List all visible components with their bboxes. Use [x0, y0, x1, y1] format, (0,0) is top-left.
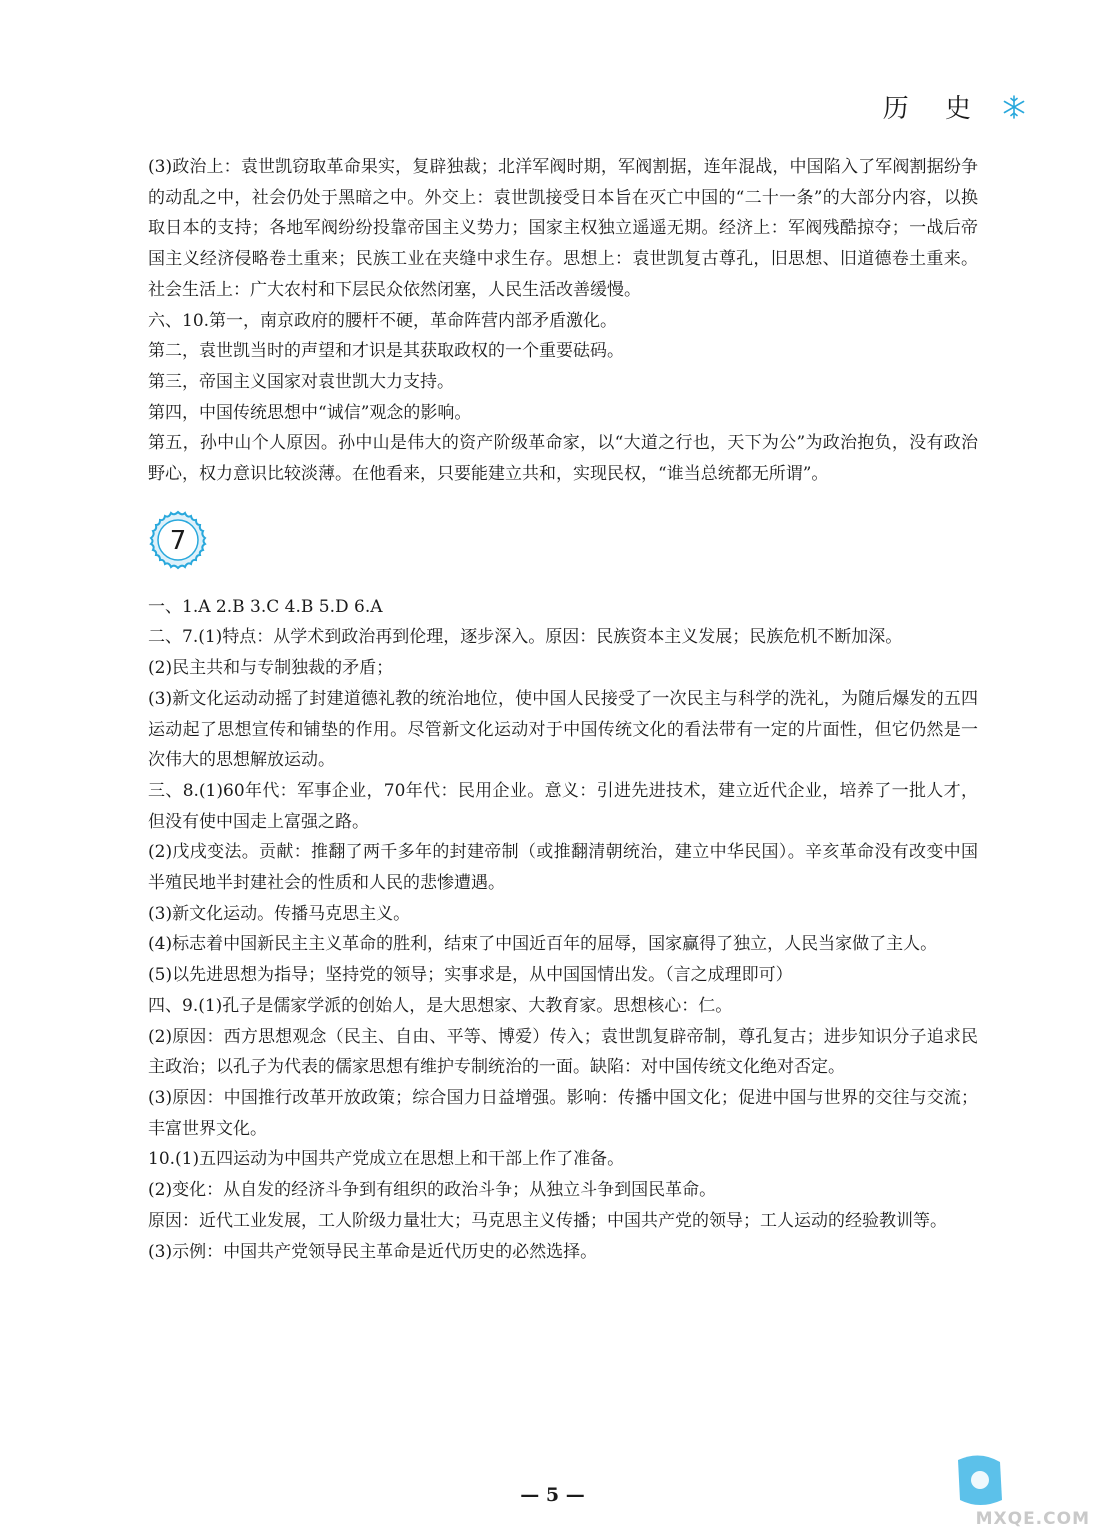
answer-content	[148, 152, 978, 1267]
section-part-a	[148, 152, 978, 490]
snowflake-icon	[1001, 94, 1027, 120]
scalloped-circle-icon	[148, 510, 208, 570]
answer-paragraph: 原因：近代工业发展，工人阶级力量壮大；马克思主义传播；中国共产党的领导；工人运动的经验教训等。	[148, 1210, 947, 1231]
answer-paragraph: 第五，孙中山个人原因。孙中山是伟大的资产阶级革命家，以“大道之行也，天下为公”为政治抱负，没有政治野心，权力意识比较淡薄。在他看来，只要能建立共和，实现民权，“谁当总统都无所谓”。	[148, 433, 978, 485]
section-part-b	[148, 592, 978, 1267]
answer-paragraph: 第四，中国传统思想中“诚信”观念的影响。	[148, 402, 472, 423]
unit-number: 7	[169, 525, 187, 556]
answer-paragraph: (5)以先进思想为指导；坚持党的领导；实事求是，从中国国情出发。（言之成理即可）	[148, 965, 793, 986]
answer-paragraph: 四、9.(1)孔子是儒家学派的创始人，是大思想家、大教育家。思想核心：仁。	[148, 995, 733, 1016]
page-number: — 5 —	[520, 1484, 585, 1506]
answer-paragraph: (2)戊戌变法。贡献：推翻了两千多年的封建帝制（或推翻清朝统治，建立中华民国）。辛亥革命没有改变中国半殖民地半封建社会的性质和人民的悲惨遭遇。	[148, 842, 978, 894]
answer-paragraph: (4)标志着中国新民主主义革命的胜利，结束了中国近百年的屈辱，国家赢得了独立，人民当家做了主人。	[148, 934, 938, 955]
answer-paragraph: (2)民主共和与专制独裁的矛盾；	[148, 658, 394, 679]
answer-paragraph: (3)原因：中国推行改革开放政策；综合国力日益增强。影响：传播中国文化；促进中国与世界的交往与交流；丰富世界文化。	[148, 1087, 978, 1139]
watermark-logo	[940, 1450, 1090, 1530]
watermark-text: MXQE.COM	[975, 1509, 1090, 1529]
page-header	[883, 88, 1027, 125]
answer-paragraph: (3)示例：中国共产党领导民主革命是近代历史的必然选择。	[148, 1241, 598, 1262]
answer-paragraph: (3)政治上：袁世凯窃取革命果实，复辟独裁；北洋军阀时期，军阀割据，连年混战，中国陷入了军阀割据纷争的动乱之中，社会仍处于黑暗之中。外交上：袁世凯接受日本旨在灭亡中国的“二十一条”的大部分内容，以换取日本的支持；各地军阀纷纷投靠帝国主义势力；国家主权独立遥遥无期。经济上：军阀残酷掠夺；一战后帝国主义经济侵略卷土重来；民族工业在夹缝中求生存。思想上：袁世凯复古尊孔，旧思想、旧道德卷土重来。社会生活上：广大农村和下层民众依然闭塞，人民生活改善缓慢。	[148, 157, 978, 300]
answer-paragraph: 三、8.(1)60年代：军事企业，70年代：民用企业。意义：引进先进技术，建立近代企业，培养了一批人才，但没有使中国走上富强之路。	[148, 780, 978, 832]
answer-paragraph: 第三，帝国主义国家对袁世凯大力支持。	[148, 371, 454, 392]
answer-paragraph: 六、10.第一，南京政府的腰杆不硬，革命阵营内部矛盾激化。	[148, 310, 618, 331]
answer-paragraph: 一、1.A 2.B 3.C 4.B 5.D 6.A	[148, 596, 383, 617]
answer-paragraph: (2)变化：从自发的经济斗争到有组织的政治斗争；从独立斗争到国民革命。	[148, 1180, 717, 1201]
answer-paragraph: (2)原因：西方思想观念（民主、自由、平等、博爱）传入；袁世凯复辟帝制，尊孔复古；进步知识分子追求民主政治；以孔子为代表的儒家思想有维护专制统治的一面。缺陷：对中国传统文化绝对否定。	[148, 1026, 978, 1078]
answer-paragraph: 二、7.(1)特点：从学术到政治再到伦理，逐步深入。原因：民族资本主义发展；民族危机不断加深。	[148, 627, 903, 648]
unit-number-badge	[148, 510, 208, 570]
unit-badge-row	[148, 492, 978, 588]
answer-paragraph: 10.(1)五四运动为中国共产党成立在思想上和干部上作了准备。	[148, 1149, 625, 1170]
answer-paragraph: 第二，袁世凯当时的声望和才识是其获取政权的一个重要砝码。	[148, 341, 624, 362]
watermark-logo-icon	[940, 1450, 1090, 1530]
answer-paragraph: (3)新文化运动动摇了封建道德礼教的统治地位，使中国人民接受了一次民主与科学的洗礼，为随后爆发的五四运动起了思想宣传和铺垫的作用。尽管新文化运动对于中国传统文化的看法带有一定的片面性，但它仍然是一次伟大的思想解放运动。	[148, 688, 978, 771]
subject-title: 历 史	[882, 94, 985, 124]
answer-paragraph: (3)新文化运动。传播马克思主义。	[148, 903, 411, 924]
